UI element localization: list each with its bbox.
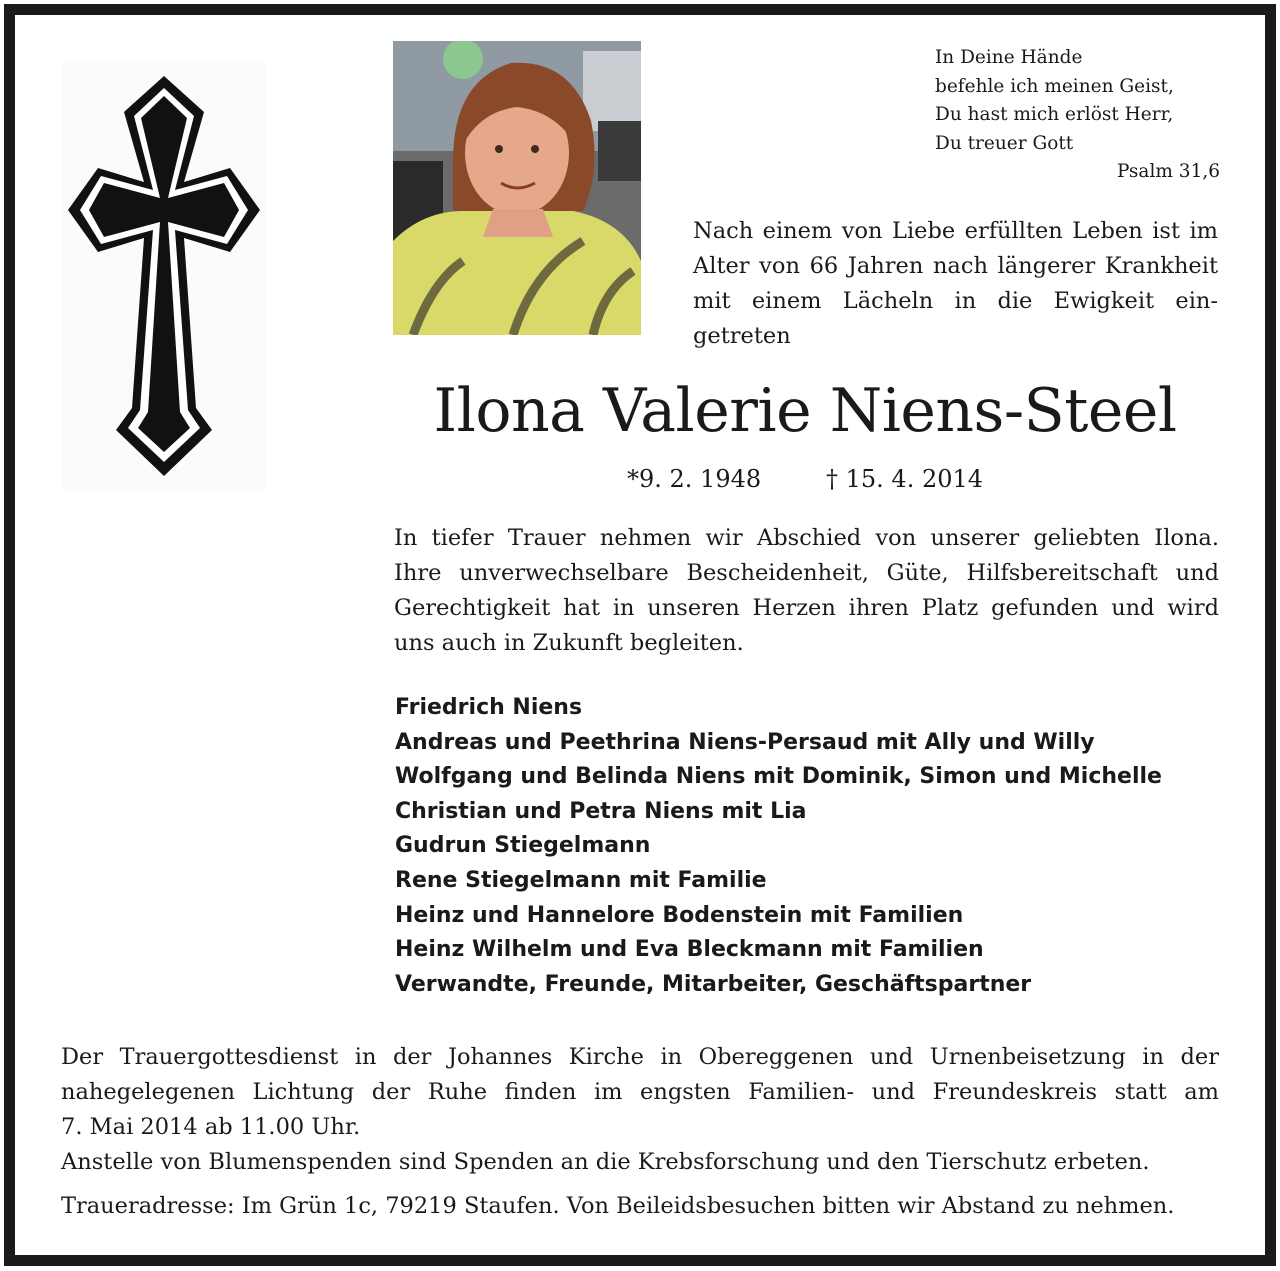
birth-date: *9. 2. 1948 bbox=[627, 465, 762, 493]
death-date: † 15. 4. 2014 bbox=[826, 465, 984, 493]
mourner-entry: Wolfgang und Belinda Niens mit Dominik, Simon und Michelle bbox=[395, 764, 1162, 790]
mourner-entry: Andreas und Peethrina Niens-Persaud mit Ally und Willy bbox=[395, 729, 1095, 755]
portrait-photo bbox=[393, 41, 641, 335]
mourners-list bbox=[395, 691, 1225, 1002]
psalm-line: In Deine Hände bbox=[935, 47, 1083, 68]
intro-line: Alter von 66 Jahren nach längerer Krankheit bbox=[693, 253, 1218, 279]
mourner-entry: Heinz Wilhelm und Eva Bleckmann mit Familien bbox=[395, 937, 984, 963]
intro-line: getreten bbox=[693, 323, 791, 349]
mourning-line: Gerechtigkeit hat in unseren Herzen ihren Platz gefunden und wird bbox=[394, 595, 1219, 621]
service-line: Der Trauergottesdienst in der Johannes Kirche in Obereggenen und Urnenbeisetzung in der bbox=[61, 1044, 1219, 1070]
psalm-line: befehle ich meinen Geist, bbox=[935, 75, 1174, 97]
intro-text bbox=[693, 214, 1218, 354]
mourning-text bbox=[394, 521, 1219, 661]
psalm-line: Du treuer Gott bbox=[935, 132, 1074, 154]
psalm-reference: Psalm 31,6 bbox=[1116, 161, 1220, 182]
mourner-entry: Verwandte, Freunde, Mitarbeiter, Geschäftspartner bbox=[395, 971, 1032, 997]
mourner-entry: Christian und Petra Niens mit Lia bbox=[395, 798, 807, 824]
mourner-entry: Rene Stiegelmann mit Familie bbox=[395, 867, 767, 893]
mourning-line: uns auch in Zukunft begleiten. bbox=[394, 630, 744, 656]
ornate-cross-icon bbox=[62, 62, 267, 490]
intro-line: mit einem Lächeln in die Ewigkeit ein- bbox=[693, 288, 1218, 314]
donation-note: Anstelle von Blumenspenden sind Spenden an die Krebsforschung und den Tierschutz erbeten. bbox=[61, 1149, 1150, 1175]
psalm-quote bbox=[935, 44, 1220, 187]
deceased-name: Ilona Valerie Niens-Steel bbox=[433, 376, 1177, 446]
mourning-address: Traueradresse: Im Grün 1c, 79219 Staufen. Von Beileidsbesuchen bitten wir Abstand zu nehmen. bbox=[61, 1193, 1175, 1219]
mourning-line: Ihre unverwechselbare Bescheidenheit, Güte, Hilfsbereitschaft und bbox=[394, 560, 1219, 586]
service-line: 7. Mai 2014 ab 11.00 Uhr. bbox=[61, 1114, 361, 1140]
psalm-line: Du hast mich erlöst Herr, bbox=[935, 104, 1174, 125]
service-line: nahegelegenen Lichtung der Ruhe finden im engsten Familien- und Freundeskreis statt am bbox=[61, 1079, 1219, 1105]
mourner-entry: Friedrich Niens bbox=[395, 695, 583, 720]
funeral-service-text bbox=[61, 1040, 1219, 1145]
mourner-entry: Heinz und Hannelore Bodenstein mit Familien bbox=[395, 902, 964, 928]
mourning-line: In tiefer Trauer nehmen wir Abschied von unserer geliebten Ilona. bbox=[394, 525, 1219, 551]
intro-line: Nach einem von Liebe erfüllten Leben ist im bbox=[693, 218, 1218, 244]
mourner-entry: Gudrun Stiegelmann bbox=[395, 833, 651, 859]
portrait-image bbox=[393, 41, 641, 335]
cross-panel bbox=[62, 62, 267, 490]
